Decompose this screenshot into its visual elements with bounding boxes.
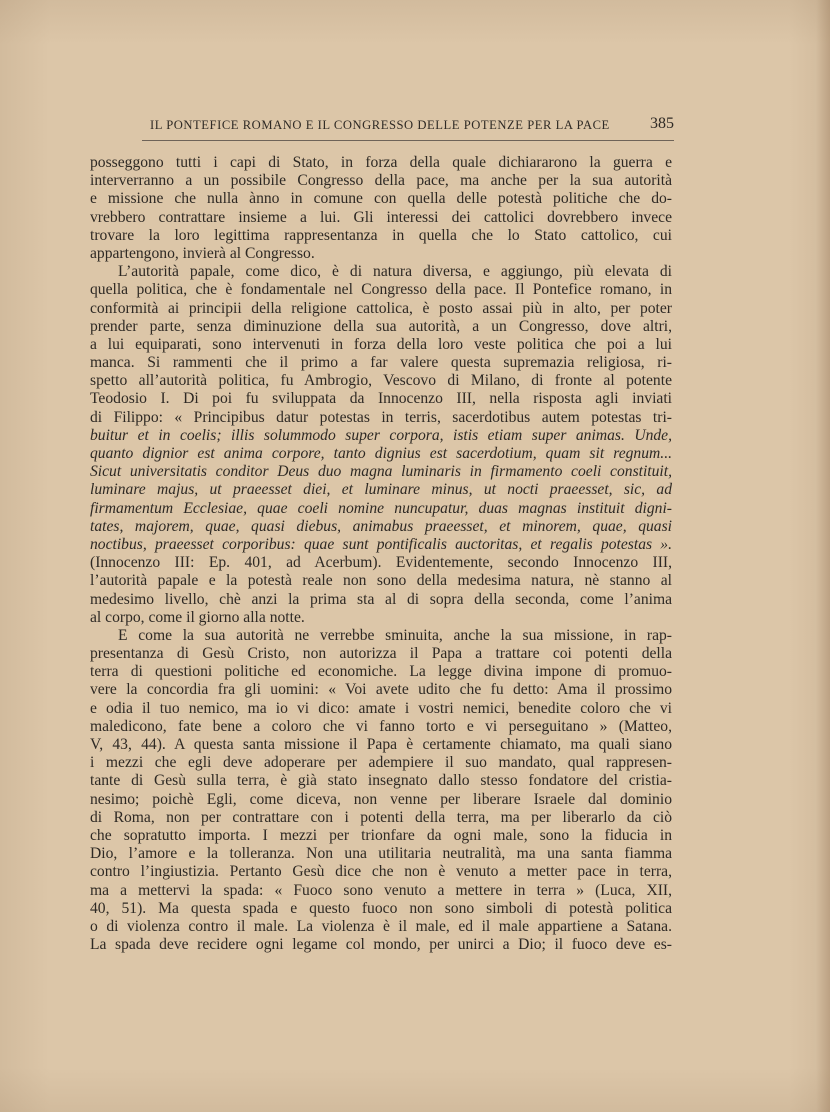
text-line: V, 43, 44). A questa santa missione il Papa è certamente chiamato, ma quali siano xyxy=(90,736,672,753)
text-line: 40, 51). Ma questa spada e questo fuoco non sono simboli di potestà politica xyxy=(90,899,672,917)
text-line: maledicono, fate bene a coloro che vi fanno torto e vi perseguitano » (Matteo, xyxy=(90,717,672,735)
page-number: 385 xyxy=(650,115,674,132)
text-line: manca. Si rammenti che il primo a far valere questa supremazia religiosa, ri- xyxy=(90,354,672,372)
text-line: i mezzi che egli deve adoperare per adempiere il suo mandato, qual rappresen- xyxy=(90,754,672,772)
text-line: tante di Gesù sulla terra, è già stato insegnato dallo stesso fondatore del cristia- xyxy=(90,772,672,790)
text-line: di Filippo: « Principibus datur potestas in terris, sacerdotibus autem potestas tri- xyxy=(90,408,672,426)
latin-quote-line: Sicut universitatis conditor Deus duo magna luminaris in firmamento coeli constituit, xyxy=(90,463,672,481)
text-line: Teodosio I. Di poi fu sviluppata da Innocenzo III, nella risposta agli inviati xyxy=(90,390,672,408)
text-line: a lui equiparati, sono intervenuti in forza della loro veste politica che poi a lui xyxy=(90,335,672,353)
text-line: e missione che nulla ànno in comune con quella delle potestà politiche che do- xyxy=(90,190,672,208)
page-edge-shadow xyxy=(816,0,830,1112)
text-line: quella politica, che è fondamentale nel Congresso della pace. Il Pontefice romano, in xyxy=(90,281,672,299)
text-line: terra di questioni politiche ed economiche. La legge divina impone di promuo- xyxy=(90,663,672,681)
text-line: posseggono tutti i capi di Stato, in forza della quale dichiararono la guerra e xyxy=(90,154,672,171)
text-line: (Innocenzo III: Ep. 401, ad Acerbum). Evidentemente, secondo Innocenzo III, xyxy=(90,554,672,572)
latin-quote-line: tates, majorem, quae, quasi diebus, animabus praeesset, et minorem, quae, quasi xyxy=(90,517,672,535)
latin-quote-line: quanto dignior est anima corpore, tanto dignius est sacerdotium, quam sit regnum... xyxy=(90,445,672,462)
text-line: E come la sua autorità ne verrebbe sminuita, anche la sua missione, in rap- xyxy=(118,626,672,644)
text-line: al corpo, come il giorno alla notte. xyxy=(90,608,305,626)
text-line: medesimo livello, chè anzi la prima sta al di sopra della seconda, come l’anima xyxy=(90,590,672,608)
text-line: appartengono, invierà al Congresso. xyxy=(90,244,315,262)
text-line: trovare la loro legittima rappresentanza in quella che lo Stato cattolico, cui xyxy=(90,226,672,244)
text-line: Dio, l’amore e la tolleranza. Non una utilitaria neutralità, ma una santa fiamma xyxy=(90,845,672,863)
text-line: che sopratutto importa. I mezzi per trionfare da ogni male, sono la fiducia in xyxy=(90,826,672,844)
text-line: di Roma, non per contrattare con i potenti della terra, ma per liberarlo da ciò xyxy=(90,808,672,826)
text-line: vrebbero contrattare insieme a lui. Gli interessi dei cattolici dovrebbero invece xyxy=(90,208,672,226)
latin-quote-line: noctibus, praeesset corporibus: quae sunt pontificalis auctoritas, et regalis potestas ». xyxy=(90,535,672,553)
text-line: spetto all’autorità politica, fu Ambrogio, Vescovo di Milano, di fronte al potente xyxy=(90,372,672,390)
body-text xyxy=(90,154,672,954)
text-line: contro l’ingiustizia. Pertanto Gesù dice che non è venuto a metter pace in terra, xyxy=(90,863,672,881)
latin-quote-line: firmamentum Ecclesiae, quae coeli nomine nuncupatur, duas magnas instituit digni- xyxy=(90,499,672,517)
latin-quote-line: luminare majus, ut praeesset diei, et luminare minus, ut nocti praeesset, sic, ad xyxy=(90,481,672,499)
running-header xyxy=(142,112,674,141)
text-line: prender parte, senza diminuzione della sua autorità, a un Congresso, dove altri, xyxy=(90,317,672,335)
text-line: e odia il tuo nemico, ma io vi dico: amate i vostri nemici, benedite coloro che vi xyxy=(90,699,672,717)
text-line: nesimo; poichè Egli, come diceva, non venne per liberare Israele dal dominio xyxy=(90,790,672,808)
running-title: IL PONTEFICE ROMANO E IL CONGRESSO DELLE POTENZE PER LA PACE xyxy=(150,118,610,132)
text-line: o di violenza contro il male. La violenza è il male, ed il male appartiene a Satana. xyxy=(90,917,672,935)
text-line: conformità ai principii della religione cattolica, è posto assai più in alto, per poter xyxy=(90,299,672,317)
text-line: interverranno a un possibile Congresso della pace, ma anche per la sua autorità xyxy=(90,172,672,190)
text-line: vere la concordia fra gli uomini: « Voi avete udito che fu detto: Ama il prossimo xyxy=(90,681,672,699)
text-line: ma a mettervi la spada: « Fuoco sono venuto a mettere in terra » (Luca, XII, xyxy=(90,881,672,899)
text-line: l’autorità papale e la potestà reale non sono della medesima natura, nè stanno al xyxy=(90,572,672,590)
text-line: presentanza di Gesù Cristo, non autorizza il Papa a trattare coi potenti della xyxy=(90,645,672,663)
text-line: La spada deve recidere ogni legame col mondo, per unirci a Dio; il fuoco deve es- xyxy=(90,936,672,954)
text-line: L’autorità papale, come dico, è di natura diversa, e aggiungo, più elevata di xyxy=(118,263,672,281)
latin-quote-line: buitur et in coelis; illis solummodo super corpora, istis etiam super animas. Unde, xyxy=(90,426,672,444)
